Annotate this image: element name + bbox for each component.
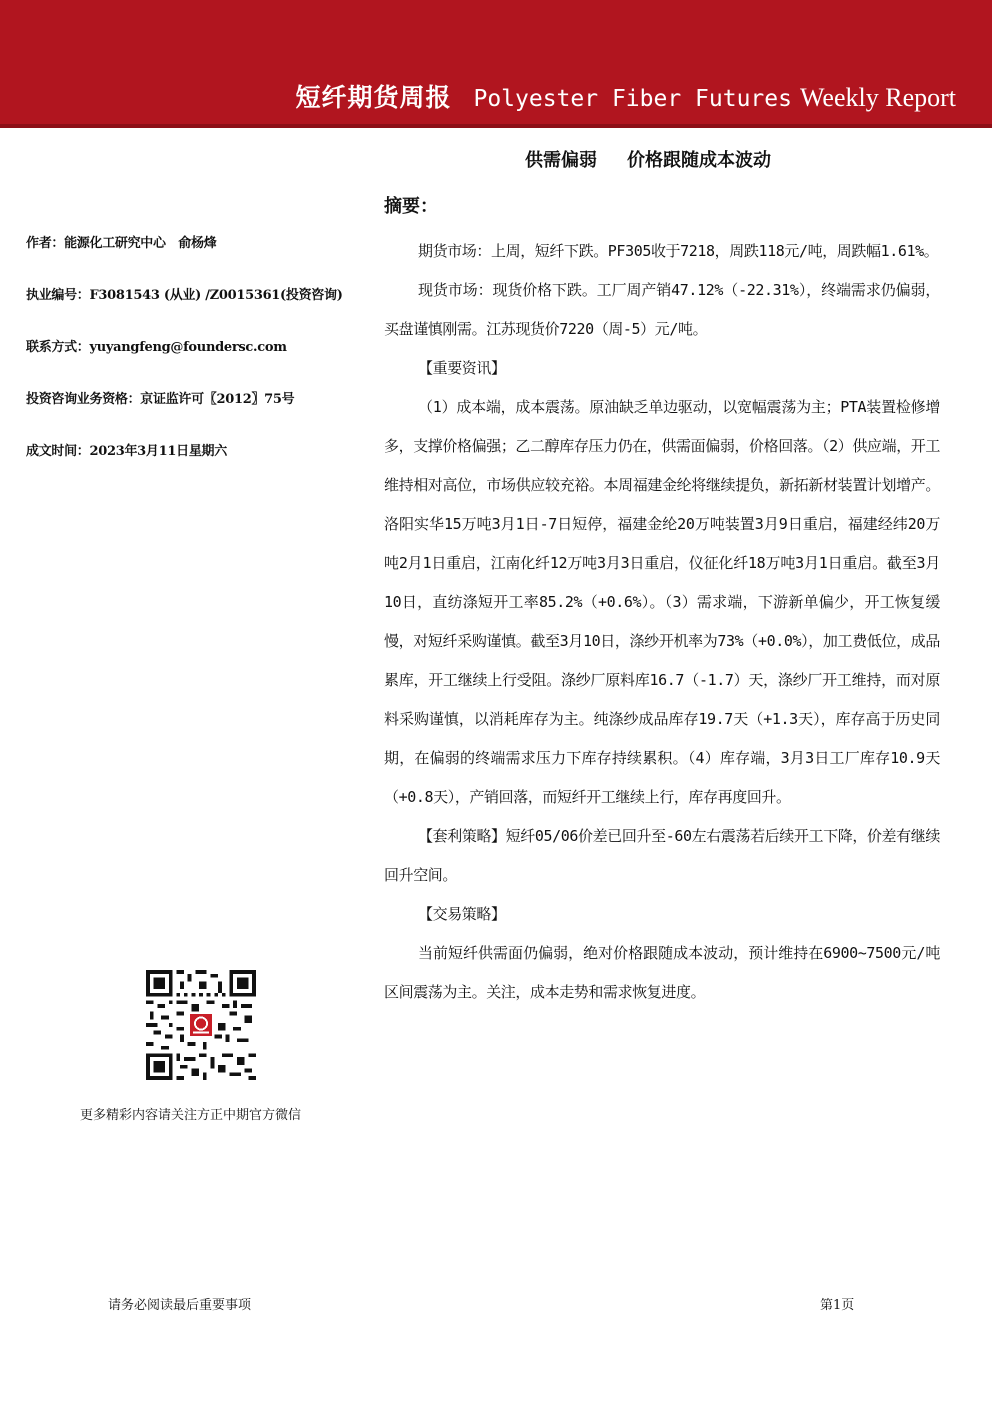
futures-market-paragraph: 期货市场：上周，短纤下跌。PF305收于7218，周跌118元/吨，周跌幅1.61%。: [418, 242, 939, 260]
trade-heading: 【交易策略】: [418, 905, 506, 923]
header-title-en-serif: Weekly Report: [799, 83, 956, 112]
summary-heading: 摘要：: [384, 196, 438, 217]
news-paragraph: （1）成本端，成本震荡。原油缺乏单边驱动，以宽幅震荡为主；PTA装置检修增多，支撑价格偏强；乙二醇库存压力仍在，供需面偏弱，价格回落。（2）供应端，开工维持相对高位，市场供应较充裕。本周福建金纶将继续提负，新拓新材装置计划增产。洛阳实华15万吨3月1日-7日短停，福建金纶20万吨装置3月9日重启，福建经纬20万吨2月1日重启，江南化纤12万吨3月3日重启，仪征化纤18万吨3月1日重启。截至3月10日，直纺涤短开工率85.2%（+0.6%）。（3）需求端，下游新单偏少，开工恢复缓慢，对短纤采购谨慎。截至3月10日，涤纱开机率为73%（+0.0%），加工费低位，成品累库，开工继续上行受阻。涤纱厂原料库16.7（-1.7）天，涤纱厂开工维持，而对原料采购谨慎，以消耗库存为主。纯涤纱成品库存19.7天（+1.3天），库存高于历史同期，在偏弱的终端需求压力下库存持续累积。（4）库存端，3月3日工厂库存10.9天（+0.8天），产销回落，而短纤开工继续上行，库存再度回升。: [384, 398, 940, 806]
contact-line: 联系方式：yuyangfeng@foundersc.com: [26, 340, 287, 355]
summary-body: [384, 232, 940, 1012]
header-title-cn: 短纤期货周报: [295, 83, 452, 112]
author-meta: [26, 232, 366, 492]
trade-paragraph: 当前短纤供需面仍偏弱，绝对价格跟随成本波动，预计维持在6900~7500元/吨区间震荡为主。关注，成本走势和需求恢复进度。: [384, 944, 940, 1001]
document-title: [525, 146, 771, 172]
footer-notice: 请务必阅读最后重要事项: [108, 1298, 252, 1313]
author-line: 作者：能源化工研究中心 俞杨烽: [26, 236, 217, 251]
document-title-right: 价格跟随成本波动: [627, 150, 771, 171]
qualification-line: 投资咨询业务资格：京证监许可〖2012〗75号: [26, 392, 295, 407]
license-line: 执业编号：F3081543 (从业) /Z0015361(投资咨询): [26, 288, 343, 303]
page-number: 第1页: [820, 1298, 855, 1313]
document-title-left: 供需偏弱: [525, 150, 597, 171]
header-band: [0, 0, 992, 126]
header-title-en-mono: Polyester Fiber Futures: [473, 86, 792, 112]
header-rule: [0, 124, 992, 128]
date-line: 成文时间：2023年3月11日星期六: [26, 444, 227, 459]
header-title: [295, 78, 956, 118]
qr-caption: 更多精彩内容请关注方正中期官方微信: [80, 1108, 302, 1123]
news-heading: 【重要资讯】: [418, 359, 506, 377]
arbitrage-paragraph: 【套利策略】短纤05/06价差已回升至-60左右震荡若后续开工下降，价差有继续回升空间。: [384, 827, 940, 884]
wechat-qr-code-icon: [146, 970, 256, 1080]
spot-market-paragraph: 现货市场：现货价格下跌。工厂周产销47.12%（-22.31%），终端需求仍偏弱，买盘谨慎刚需。江苏现货价7220（周-5）元/吨。: [384, 281, 940, 338]
